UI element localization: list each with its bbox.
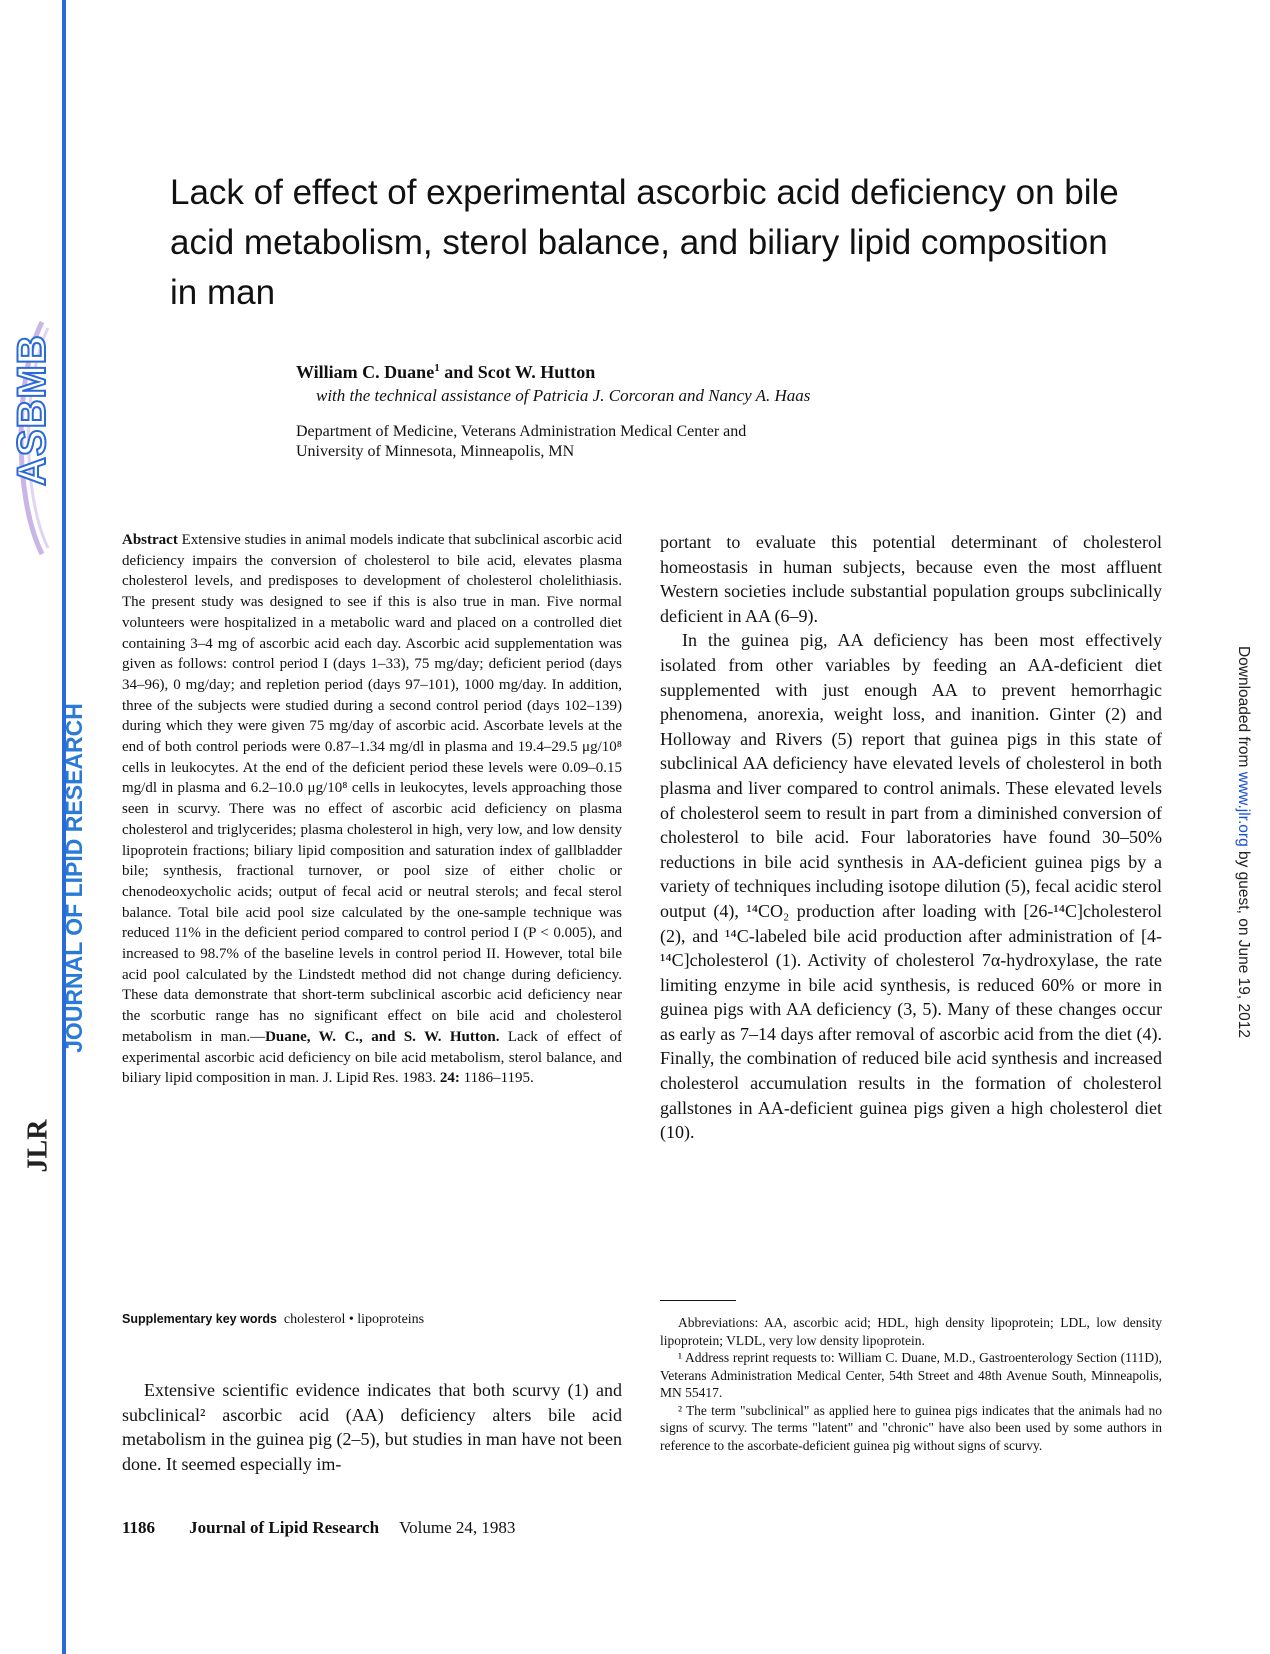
jlr-logo-icon: JLR xyxy=(22,1119,54,1173)
affiliation-line-2: University of Minnesota, Minneapolis, MN xyxy=(296,443,575,460)
author-primary: William C. Duane xyxy=(296,362,435,382)
abstract-label: Abstract xyxy=(122,532,178,548)
footer-journal-name: Journal of Lipid Research xyxy=(189,1518,380,1537)
keywords xyxy=(122,1312,622,1328)
asbmb-logo: ASBMB xyxy=(10,334,54,486)
footnote-1: ¹ Address reprint requests to: William C. Duane, M.D., Gastroenterology Section (111D), Veterans Administration Medical Center, 54th Street and 48th Avenue South, Minneapolis, MN 55417. xyxy=(660,1350,1162,1400)
footer-volume: Volume 24, 1983 xyxy=(399,1518,516,1537)
affiliation xyxy=(296,422,916,462)
affiliation-line-1: Department of Medicine, Veterans Administration Medical Center and xyxy=(296,423,747,440)
author-footnote-marker[interactable]: 1 xyxy=(434,362,440,374)
abstract xyxy=(122,530,622,1089)
body-column-right xyxy=(660,530,1162,1145)
article-title: Lack of effect of experimental ascorbic acid deficiency on bile acid metabolism, sterol balance, and biliary lipid composition in man xyxy=(170,173,1119,312)
download-notice xyxy=(1229,617,1257,1067)
abstract-text: Extensive studies in animal models indicate that subclinical ascorbic acid deficiency impairs the conversion of cholesterol to bile acid, elevates plasma cholesterol levels, and predisposes to development of cholesterol cholelithiasis. The present study was designed to see if this is also true in man. Five normal volunteers were hospitalized in a metabolic ward and placed on a controlled diet containing 3–4 mg of ascorbic acid each day. Ascorbic acid supplementation was given as follows: control period I (days 1–33), 75 mg/day; deficient period (days 34–96), 0 mg/day; and repletion period (days 97–101), 1000 mg/day. In addition, three of the subjects were studied during a second control period (days 102–139) during which they were given 75 mg/day of ascorbic acid. Ascorbate levels at the end of both control periods were 0.87–1.34 mg/dl in plasma and 19.4–29.5 μg/10⁸ cells in leukocytes. At the end of the deficient period these levels were 0.09–0.15 mg/dl in plasma and 6.2–10.0 μg/10⁸ cells in leukocytes, levels approaching those seen in scurvy. There was no effect of ascorbic acid deficiency on plasma cholesterol and triglycerides; plasma cholesterol in high, very low, and low density lipoprotein fractions; biliary lipid composition and saturation index of gallbladder bile; synthesis, fractional turnover, or pool size of either cholic or chenodeoxycholic acids; output of fecal acid or neutral sterols; and fecal sterol balance. Total bile acid pool size calculated by the one-sample technique was reduced 11% in the deficient period compared to control period I (P < 0.005), and increased to 98.7% of the baseline levels in control period II. However, total bile acid pool calculated by the Lindstedt method did not change during deficiency. These data demonstrate that short-term subclinical ascorbic acid deficiency near the scorbutic range has no significant effect on bile acid and cholesterol metabolism in man.— xyxy=(122,532,622,1045)
footnotes xyxy=(660,1314,1162,1454)
technical-assistance: with the technical assistance of Patricia J. Corcoran and Nancy A. Haas xyxy=(316,386,811,405)
download-prefix: Downloaded from xyxy=(1235,645,1252,772)
footnote-2: ² The term "subclinical" as applied here to guinea pigs indicates that the animals had no signs of scurvy. The terms "latent" and "chronic" have also been used by some authors in reference to the ascorbate-deficient guinea pig without signs of scurvy. xyxy=(660,1402,1162,1453)
keywords-label: Supplementary key words xyxy=(122,1312,277,1326)
citation-pages: 1186–1195. xyxy=(459,1070,534,1087)
page-number: 1186 xyxy=(122,1518,156,1537)
body-paragraph-1: portant to evaluate this potential determinant of cholesterol homeostasis in human subjects, because even the most affluent Western societies include substantial population groups subclinically deficient in AA (6–9). xyxy=(660,532,1162,626)
authors xyxy=(296,362,595,383)
keywords-text: cholesterol • lipoproteins xyxy=(283,1312,425,1327)
citation-volume: 24: xyxy=(439,1070,460,1087)
page-footer xyxy=(122,1518,515,1538)
jlr-website-link[interactable]: www.jlr.org xyxy=(1235,771,1252,847)
journal-name-vertical: JOURNAL OF LIPID RESEARCH xyxy=(61,703,87,1053)
citation-authors: Duane, W. C., and S. W. Hutton. xyxy=(265,1028,500,1045)
author-secondary: and Scot W. Hutton xyxy=(439,362,596,382)
citation-text: Lack of effect of experimental ascorbic acid deficiency on bile acid metabolism, sterol balance, and biliary lipid composition in man. J. Lipid Res. 1983. xyxy=(122,1028,623,1087)
footnote-abbreviations: Abbreviations: AA, ascorbic acid; HDL, high density lipoprotein; LDL, low density lipoprotein; VLDL, very low density lipoprotein. xyxy=(660,1315,1162,1348)
download-suffix: by guest, on June 19, 2012 xyxy=(1235,846,1252,1039)
introduction-paragraph: Extensive scientific evidence indicates that both scurvy (1) and subclinical² ascorbic acid (AA) deficiency alters bile acid metabolism in the guinea pig (2–5), but studies in man have not been done. It seemed especially im- xyxy=(122,1380,622,1474)
body-paragraph-2: In the guinea pig, AA deficiency has been most effectively isolated from other variables by feeding an AA-deficient diet supplemented with just enough AA to prevent hemorrhagic phenomena, anorexia, weight loss, and inanition. Ginter (2) and Holloway and Rivers (5) report that guinea pigs in this state of subclinical AA deficiency have elevated levels of cholesterol in both plasma and liver compared to control animals. These elevated levels of cholesterol seem to result in part from a diminished conversion of cholesterol to bile acid. Four laboratories have found 30–50% reductions in bile acid synthesis in AA-deficient guinea pigs by a variety of techniques including isotope dilution (5), fecal acidic sterol output (4), ¹⁴CO₂ production after loading with [26-¹⁴C]cholesterol (2), and ¹⁴C-labeled bile acid production after administration of [4-¹⁴C]cholesterol (1). Activity of cholesterol 7α-hydroxylase, the rate limiting enzyme in bile acid synthesis, is reduced 60% or more in guinea pigs with AA deficiency (3, 5). Many of these changes occur as early as 7–14 days after removal of ascorbic acid from the diet (4). Finally, the combination of reduced bile acid synthesis and increased cholesterol accumulation results in the formation of cholesterol gallstones in AA-deficient guinea pigs given a high cholesterol diet (10). xyxy=(660,630,1162,1143)
footnote-divider xyxy=(660,1300,736,1301)
